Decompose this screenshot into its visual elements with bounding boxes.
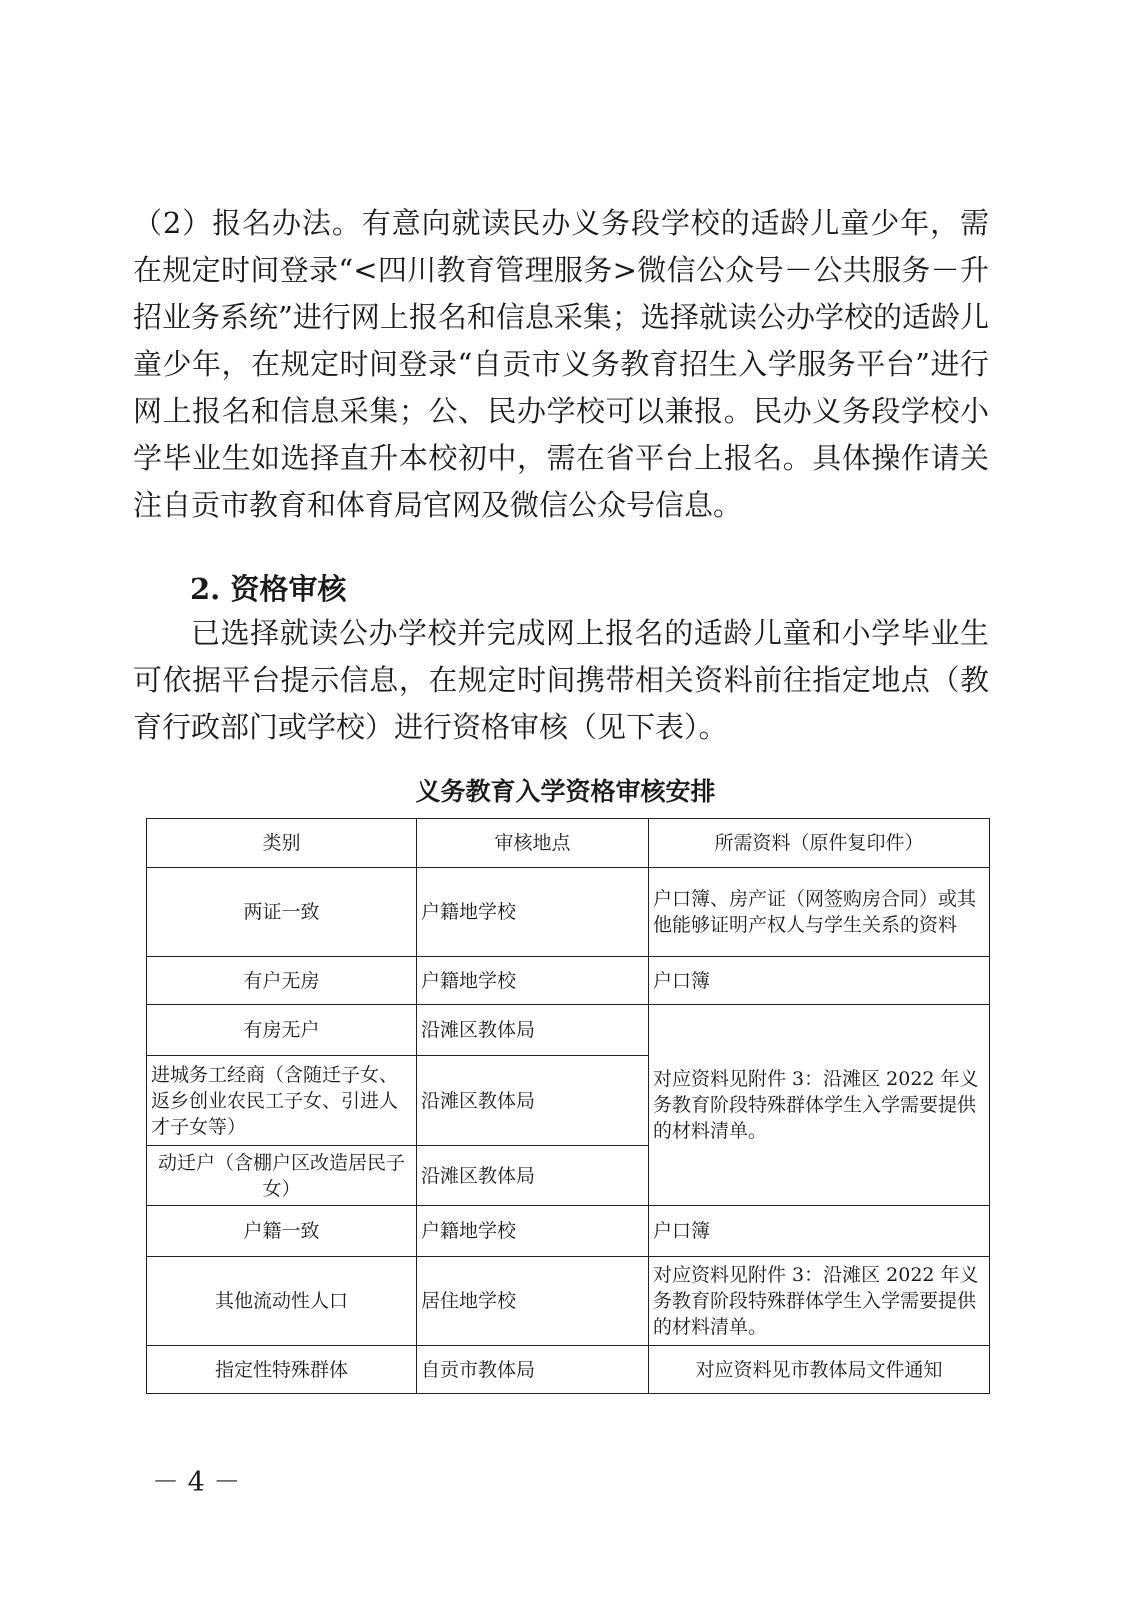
qualification-review-table	[146, 818, 990, 1394]
location-cell: 居住地学校	[417, 1257, 649, 1346]
table-row	[147, 1257, 990, 1346]
table-row	[147, 1005, 990, 1056]
category-cell: 有户无房	[147, 957, 417, 1005]
table-row	[147, 868, 990, 957]
location-cell: 户籍地学校	[417, 957, 649, 1005]
materials-cell-merged: 对应资料见附件 3：沿滩区 2022 年义务教育阶段特殊群体学生入学需要提供的材料清单。	[649, 1005, 990, 1206]
header-category: 类别	[147, 819, 417, 868]
paragraph-registration-method: （2）报名办法。有意向就读民办义务段学校的适龄儿童少年，需在规定时间登录“<四川教育管理服务>微信公众号－公共服务－升招业务系统”进行网上报名和信息采集；选择就读公办学校的适龄儿童少年，在规定时间登录“自贡市义务教育招生入学服务平台”进行网上报名和信息采集；公、民办学校可以兼报。民办义务段学校小学毕业生如选择直升本校初中，需在省平台上报名。具体操作请关注自贡市教育和体育局官网及微信公众号信息。	[133, 206, 989, 522]
category-cell: 两证一致	[147, 868, 417, 957]
location-cell: 沿滩区教体局	[417, 1005, 649, 1056]
table-row	[147, 957, 990, 1005]
paragraph-qualification-review: 已选择就读公办学校并完成网上报名的适龄儿童和小学毕业生可依据平台提示信息，在规定时间携带相关资料前往指定地点（教育行政部门或学校）进行资格审核（见下表）。	[133, 616, 989, 744]
location-cell: 沿滩区教体局	[417, 1146, 649, 1206]
materials-cell: 对应资料见附件 3：沿滩区 2022 年义务教育阶段特殊群体学生入学需要提供的材料清单。	[649, 1257, 990, 1346]
location-cell: 沿滩区教体局	[417, 1056, 649, 1146]
location-cell: 户籍地学校	[417, 868, 649, 957]
category-cell: 指定性特殊群体	[147, 1346, 417, 1394]
section-heading-qualification-review: 2. 资格审核	[190, 572, 347, 606]
table-header-row	[147, 819, 990, 868]
page-number: － 4 －	[152, 1467, 241, 1498]
category-cell: 进城务工经商（含随迁子女、返乡创业农民工子女、引进人才子女等）	[147, 1056, 417, 1146]
category-cell: 动迁户（含棚户区改造居民子女）	[147, 1146, 417, 1206]
materials-cell: 户口簿	[649, 957, 990, 1005]
materials-cell: 对应资料见市教体局文件通知	[649, 1346, 990, 1394]
table-row	[147, 1346, 990, 1394]
category-cell: 有房无户	[147, 1005, 417, 1056]
table-row	[147, 1206, 990, 1257]
header-materials: 所需资料（原件复印件）	[649, 819, 990, 868]
materials-cell: 户口簿、房产证（网签购房合同）或其他能够证明产权人与学生关系的资料	[649, 868, 990, 957]
category-cell: 其他流动性人口	[147, 1257, 417, 1346]
table-title: 义务教育入学资格审核安排	[415, 777, 716, 806]
category-cell: 户籍一致	[147, 1206, 417, 1257]
header-location: 审核地点	[417, 819, 649, 868]
location-cell: 自贡市教体局	[417, 1346, 649, 1394]
location-cell: 户籍地学校	[417, 1206, 649, 1257]
materials-cell: 户口簿	[649, 1206, 990, 1257]
